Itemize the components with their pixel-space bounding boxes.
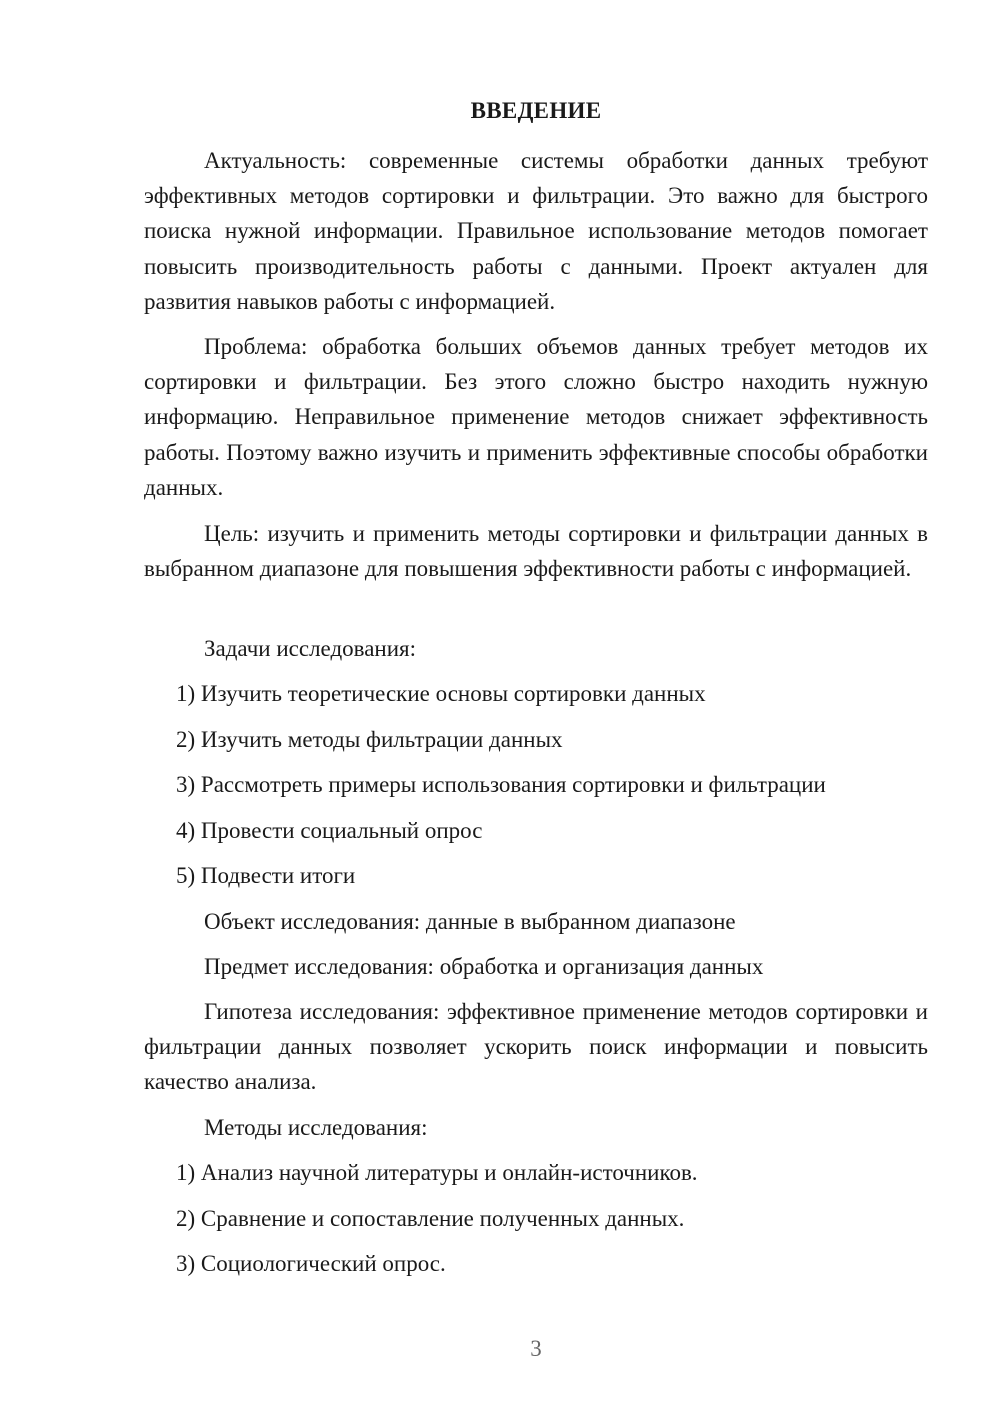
method-item: 3) Социологический опрос. <box>176 1251 446 1276</box>
methods-heading: Методы исследования: <box>204 1115 428 1140</box>
problem-paragraph: Проблема: обработка больших объемов данных требует методов их сортировки и фильтрации. Без этого сложно быстро находить нужную информацию. Неправильное применение методов снижает эффективность работы. Поэтому важно изучить и применить эффективные способы обработки данных. <box>144 334 928 500</box>
section-heading: ВВЕДЕНИЕ <box>470 98 602 123</box>
task-item: 1) Изучить теоретические основы сортировки данных <box>176 681 706 706</box>
method-item: 1) Анализ научной литературы и онлайн-источников. <box>176 1160 698 1185</box>
task-item: 5) Подвести итоги <box>176 863 356 888</box>
task-item: 3) Рассмотреть примеры использования сортировки и фильтрации <box>176 772 826 797</box>
tasks-heading: Задачи исследования: <box>204 636 417 661</box>
goal-paragraph: Цель: изучить и применить методы сортировки и фильтрации данных в выбранном диапазоне для повышения эффективности работы с информацией. <box>144 521 928 582</box>
research-subject: Предмет исследования: обработка и организация данных <box>204 954 764 979</box>
page-number: 3 <box>530 1336 542 1361</box>
task-item: 2) Изучить методы фильтрации данных <box>176 727 563 752</box>
method-item: 2) Сравнение и сопоставление полученных данных. <box>176 1206 685 1231</box>
research-object: Объект исследования: данные в выбранном диапазоне <box>204 909 736 934</box>
task-item: 4) Провести социальный опрос <box>176 818 483 843</box>
relevance-paragraph: Актуальность: современные системы обработки данных требуют эффективных методов сортировки и фильтрации. Это важно для быстрого поиска нужной информации. Правильное использование методов помогает повысить производительность работы с данными. Проект актуален для развития навыков работы с информацией. <box>144 148 928 314</box>
hypothesis-paragraph: Гипотеза исследования: эффективное применение методов сортировки и фильтрации данных позволяет ускорить поиск информации и повысить качество анализа. <box>144 999 928 1095</box>
